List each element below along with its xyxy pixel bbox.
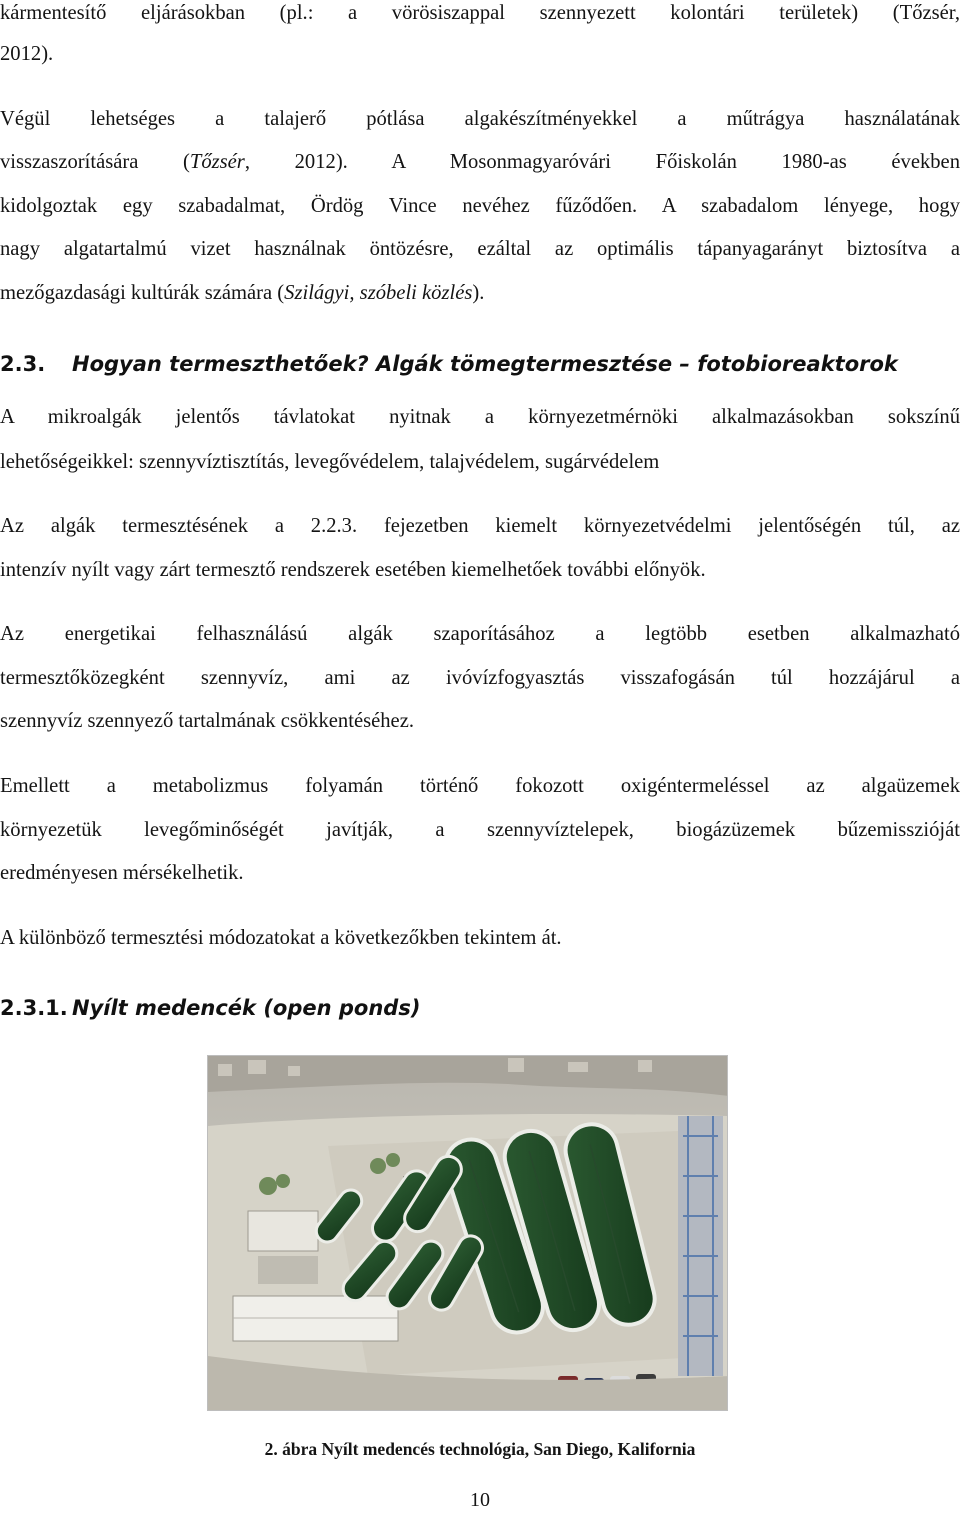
paragraph-2-line-3: kidolgoztak egy szabadalmat, Ördög Vince nevéhez fűződően. A szabadalom lényege, hogy — [0, 195, 960, 217]
paragraph-6-line-2: környezetük levegőminőségét javítják, a szennyvíztelepek, biogázüzemek bűzemisszióját — [0, 819, 960, 841]
paragraph-4-line-2: intenzív nyílt vagy zárt termesztő rendszerek esetében kiemelhetőek további előnyök. — [0, 559, 706, 581]
paragraph-6-line-1: Emellett a metabolizmus folyamán történő fokozott oxigéntermeléssel az algaüzemek — [0, 775, 960, 797]
subsection-heading — [0, 994, 960, 1022]
paragraph-4-line-1: Az algák termesztésének a 2.2.3. fejezetben kiemelt környezetvédelmi jelentőségén túl, az — [0, 515, 960, 537]
section-title-dash: – — [679, 352, 690, 376]
text-run: , 2012). A Mosonmagyaróvári Főiskolán 1980-as években — [244, 151, 960, 173]
paragraph-3-line-1: A mikroalgák jelentős távlatokat nyitnak a környezetmérnöki alkalmazásokban sokszínű — [0, 406, 960, 428]
open-ponds-photo — [207, 1055, 728, 1411]
text-run: mezőgazdasági kultúrák számára ( — [0, 282, 285, 304]
section-heading — [0, 350, 960, 378]
paragraph-2-line-2 — [0, 149, 960, 175]
text-run: ). — [472, 282, 485, 304]
paragraph-7-line-1: A különböző termesztési módozatokat a következőkben tekintem át. — [0, 927, 562, 949]
paragraph-3-line-2: lehetőségeikkel: szennyvíztisztítás, levegővédelem, talajvédelem, sugárvédelem — [0, 451, 660, 473]
subsection-title: Nyílt medencék (open ponds) — [72, 996, 421, 1020]
section-title-end: fotobioreaktorok — [689, 352, 898, 376]
paragraph-5-line-1: Az energetikai felhasználású algák szaporításához a legtöbb esetben alkalmazható — [0, 623, 960, 645]
subsection-number: 2.3.1. — [0, 996, 68, 1020]
section-number: 2.3. — [0, 352, 46, 376]
paragraph-5-line-2: termesztőközegként szennyvíz, ami az ivóvízfogyasztás visszafogásán túl hozzájárul a — [0, 667, 960, 689]
paragraph-1-line-2: 2012). — [0, 43, 54, 65]
section-title: Hogyan termeszthetőek? Algák tömegtermesztése — [72, 352, 680, 376]
figure-caption: 2. ábra Nyílt medencés technológia, San Diego, Kalifornia — [264, 1439, 696, 1459]
citation-author: Tőzsér — [189, 151, 245, 173]
text-run: visszaszorítására ( — [0, 151, 190, 173]
page-number: 10 — [470, 1489, 490, 1511]
paragraph-1-line-1: kármentesítő eljárásokban (pl.: a vörösiszappal szennyezett kolontári területek) (Tőzsér, — [0, 2, 960, 24]
paragraph-2-line-5 — [0, 280, 960, 306]
paragraph-2-line-1: Végül lehetséges a talajerő pótlása algakészítményekkel a műtrágya használatának — [0, 108, 960, 130]
paragraph-2-line-4: nagy algatartalmú vizet használnak öntözésre, ezáltal az optimális tápanyagarányt biztosítva a — [0, 238, 960, 260]
citation-source: Szilágyi, szóbeli közlés — [284, 282, 473, 304]
paragraph-6-line-3: eredményesen mérsékelhetik. — [0, 862, 244, 884]
paragraph-5-line-3: szennyvíz szennyező tartalmának csökkentéséhez. — [0, 710, 414, 732]
